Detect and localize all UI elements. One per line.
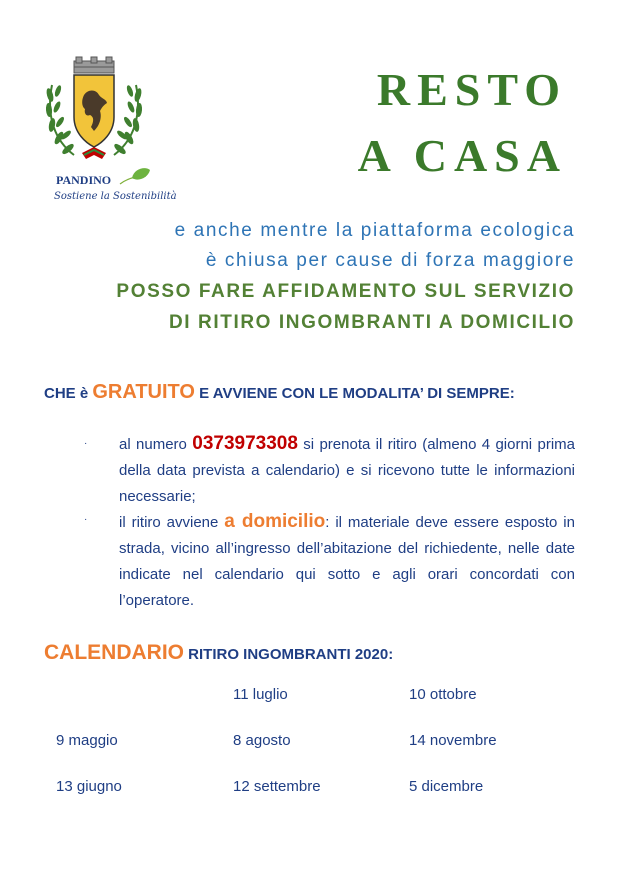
calendar-date: 10 ottobre [409,686,477,703]
laurel-right-icon [113,85,143,156]
intro-line-1: e anche mentre la piattaforma ecologica [174,220,575,241]
booking-text-after: si prenota il ritiro (almeno 4 giorni prima della data prevista a calendario) e si ricevono tutte le informazioni necessarie; [119,436,576,505]
intro-line-3: POSSO FARE AFFIDAMENTO SUL SERVIZIO [116,281,575,302]
conditions-heading [44,381,515,404]
conditions-prefix: CHE è [44,385,93,402]
conditions-suffix: E AVVIENE CON LE MODALITA’ DI SEMPRE: [194,385,515,402]
calendar-date: 12 settembre [233,778,321,795]
intro-line-2: è chiusa per cause di forza maggiore [205,250,575,271]
bullet-item-booking [119,431,575,510]
pickup-text-after: : il materiale deve essere esposto in strada, vicino all’ingresso dell’abitazione del richiedente, nelle date indicate nel calendario qui sotto e agli orari concordati con l’operatore. [119,514,575,609]
ribbon-icon [82,147,106,159]
home-pickup-highlight: a domicilio [224,511,326,532]
booking-text-before: al numero [119,436,193,453]
calendar-date: 11 luglio [233,686,288,703]
calendar-highlight: CALENDARIO [44,641,184,664]
brand-name: PANDINO [56,173,112,187]
calendar-date: 9 maggio [56,732,118,749]
shield-icon [74,75,114,147]
pickup-text-before: il ritiro avviene [119,514,225,531]
calendar-heading-rest: RITIRO INGOMBRANTI 2020: [184,646,394,663]
phone-number: 0373973308 [192,433,298,454]
coat-of-arms-logo [44,55,144,167]
leaf-icon [118,166,152,186]
brand-tagline: Sostiene la Sostenibilità [54,191,177,202]
headline-line-1: RESTO [376,64,567,115]
bullet-marker: · [84,438,88,449]
bullet-item-pickup [119,509,575,614]
calendar-date: 5 dicembre [409,778,484,795]
crown-icon [74,57,114,73]
calendar-date: 8 agosto [233,732,291,749]
laurel-left-icon [45,85,75,156]
headline-line-2: A CASA [357,130,567,181]
bullet-marker: · [84,514,88,525]
free-highlight: GRATUITO [92,381,195,403]
calendar-heading [44,641,393,665]
calendar-date: 14 novembre [409,732,497,749]
intro-line-4: DI RITIRO INGOMBRANTI A DOMICILIO [168,312,575,333]
calendar-date: 13 giugno [56,778,122,795]
